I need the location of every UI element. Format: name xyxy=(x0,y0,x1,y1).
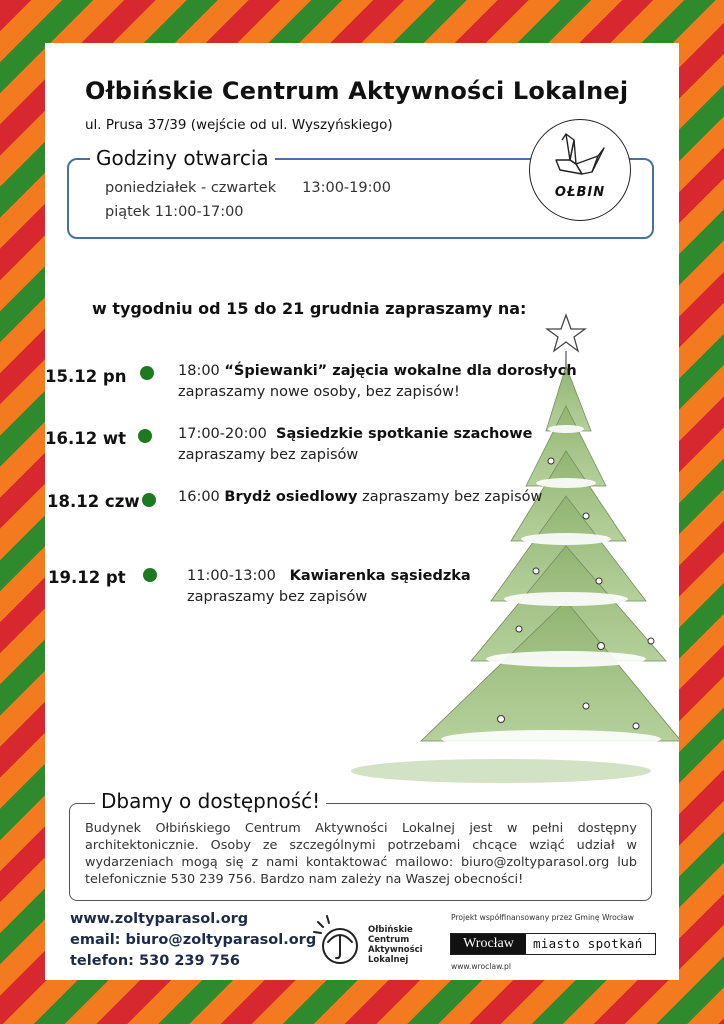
event-bullet xyxy=(140,366,154,380)
event-title: Sąsiedzkie spotkanie szachowe xyxy=(276,426,533,442)
event-bullet xyxy=(138,429,152,443)
event-time: 16:00 xyxy=(178,489,220,505)
accessibility-text: Budynek Ołbińskiego Centrum Aktywności Lokalnej jest w pełni dostępny architektonicznie. Osoby ze szczególnymi potrzebami chcące wziąć udział w wydarzeniach mogą się z nami kontaktować mailowo: biuro@zoltyparasol.org lub telefonicznie 530 239 756. Bardzo nam zależy na Waszej obecności! xyxy=(85,821,637,887)
wroclaw-logo-right: miasto spotkań xyxy=(533,936,643,951)
event-bullet xyxy=(142,493,156,507)
page-title: Ołbińskie Centrum Aktywności Lokalnej xyxy=(85,77,629,105)
event-note: zapraszamy bez zapisów xyxy=(178,447,359,463)
poster-sheet xyxy=(45,43,679,980)
event-item xyxy=(178,487,542,508)
cofinanced-note: Projekt współfinansowany przez Gminę Wrocław xyxy=(451,913,634,922)
wroclaw-logo xyxy=(450,933,656,955)
event-note: zapraszamy nowe osoby, bez zapisów! xyxy=(178,384,460,400)
event-time: 18:00 xyxy=(178,363,220,379)
event-title: Kawiarenka sąsiedzka xyxy=(289,568,471,584)
hours-friday: piątek 11:00-17:00 xyxy=(105,204,244,220)
wroclaw-url[interactable]: www.wroclaw.pl xyxy=(451,962,511,971)
hours-weekdays-time: 13:00-19:00 xyxy=(302,180,391,196)
event-title: “Śpiewanki” zajęcia wokalne dla dorosłych xyxy=(224,363,577,379)
event-time: 17:00-20:00 xyxy=(178,426,267,442)
hours-weekdays xyxy=(105,180,391,196)
event-item xyxy=(178,361,577,403)
email-contact[interactable]: email: biuro@zoltyparasol.org xyxy=(70,932,317,948)
website-link[interactable]: www.zoltyparasol.org xyxy=(70,911,249,927)
event-item xyxy=(178,424,532,466)
address: ul. Prusa 37/39 (wejście od ul. Wyszyńskiego) xyxy=(85,117,393,133)
logo-text: OŁBIN xyxy=(554,185,606,200)
event-time: 11:00-13:00 xyxy=(187,568,276,584)
event-date: 15.12 pn xyxy=(45,367,127,386)
event-title: Brydż osiedlowy xyxy=(224,489,358,505)
event-date: 18.12 czw xyxy=(47,492,140,511)
hours-weekdays-days: poniedziałek - czwartek xyxy=(105,180,277,196)
event-note: zapraszamy bez zapisów xyxy=(362,489,543,505)
event-date: 19.12 pt xyxy=(48,568,126,587)
origami-swan-icon xyxy=(552,130,608,178)
olbin-logo xyxy=(529,119,631,221)
event-bullet xyxy=(143,568,157,582)
opening-hours-title: Godziny otwarcia xyxy=(90,146,275,170)
organization-name: Ołbińskie Centrum Aktywności Lokalnej xyxy=(368,925,423,965)
phone-contact: telefon: 530 239 756 xyxy=(70,953,240,969)
umbrella-logo-icon xyxy=(310,912,366,968)
intro-heading: w tygodniu od 15 do 21 grudnia zapraszamy na: xyxy=(92,299,527,318)
event-note: zapraszamy bez zapisów xyxy=(187,589,368,605)
wroclaw-logo-left: Wrocław xyxy=(451,934,526,954)
event-item xyxy=(187,566,471,608)
event-date: 16.12 wt xyxy=(45,429,127,448)
accessibility-title: Dbamy o dostępność! xyxy=(95,789,326,813)
